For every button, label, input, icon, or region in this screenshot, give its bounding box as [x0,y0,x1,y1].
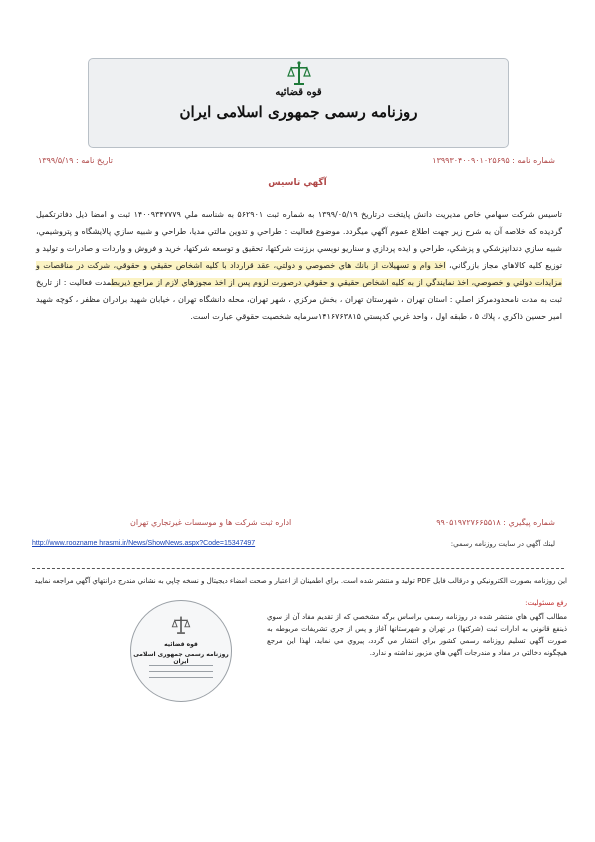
newspaper-header [88,58,509,148]
registration-office: اداره ثبت شركت ها و موسسات غيرتجاري تهران [130,518,292,527]
notice-url-link[interactable]: http://www.roozname hrasmi.ir/News/ShowNews.aspx?Code=15347497 [32,540,256,547]
seal-line [149,671,213,672]
disclaimer-text: اين روزنامه بصورت الكترونيكي و درقالب فايل PDF توليد و منتشر شده است. براي اطمينان از اعتبار و صحت امضاء ديجيتال و نسخه چاپي به نشاني مندرج درانتهاي آگهي مراجعه نماييد [34,577,567,585]
brand-small: قوه قضائیه [275,87,322,98]
notice-body [36,206,562,325]
responsibility-text: مطالب آگهي هاي منتشر شده در روزنامه رسمي براساس برگه مشخصي كه از تقديم مفاد آن از سوي ذينفع قانوني به ادارات ثبت (شركتها) در تهران و شهرستانها آغاز و پس از جري تشريفات مربوطه به صورت آگهي تسليم روزنامه رسمي كشور براي انتشار مي گردد، پيروي مي نمايد، لهذا اين مرجع هيچگونه دخالتي در مفاد و مندرجات آگهي هاي مزبور نداشته و ندارد. [267,613,567,657]
notice-body-highlight: اخذ وام و تسهيلات از بانك هاي خصوصي و دولتي، عقد قرارداد با كليه اشخاص حقيقي و حقوقي، شركت در مناقصات و مزايدات دولتي و خصوصي، اخذ نمايندگي از به كليه اشخاص حقيقي و حقوقي درصورت لزوم پس از اخذ مجوزهاي لازم از مراجع ذيربط [36,261,562,287]
scales-of-justice-icon [287,61,311,89]
official-seal-icon [130,600,232,702]
brand-main: روزنامه رسمی جمهوری اسلامی ایران [179,103,418,121]
tracking-number: شماره پيگيري : ۹۹۰۵۱۹۷۲۷۶۶۵۵۱۸ [436,518,555,527]
seal-line [149,677,213,678]
site-link-label: لينك آگهي در سايت روزنامه رسمي: [450,540,555,548]
seal-subtitle: روزنامه رسمی جمهوری اسلامی ایران [133,651,229,665]
seal-title: قوه قضائیه [164,641,198,648]
letter-number: شماره نامه : ۱۳۹۹۳۰۴۰۰۹۰۱۰۲۵۶۹۵ [432,156,555,165]
notice-body-part2: مدت فعاليت : از تاريخ ثبت به مدت نامحدودمركز اصلي : استان تهران ، شهرستان تهران ، بخش مركزي ، شهر تهران، محله دانشگاه تهران ، خيابان شهيد برادران مظفر ، كوچه شهيد امير حسين ذاكري ، پلاك ۵ ، طبقه اول ، واحد غربي كدپستي ۱۴۱۶۷۶۳۸۱۵سرمايه شخصيت حقوقي عبارت است. [36,278,562,321]
seal-line [149,665,213,666]
letter-date: تاریخ نامه : ۱۳۹۹/۵/۱۹ [38,156,113,165]
seal-emblem-icon [171,615,191,637]
notice-title: آگهي تاسيس [268,178,327,188]
notice-body-part1: تاسيس شركت سهامي خاص مديريت دانش پايتخت درتاريخ ۱۳۹۹/۰۵/۱۹ به شماره ثبت ۵۶۲۹۰۱ به شناسه ملي ۱۴۰۰۹۳۴۷۷۷۹ ثبت و امضا ذيل دفاترتكميل گرديده كه خلاصه آن به شرح زير جهت اطلاع عموم آگهي ميگردد. موضوع فعاليت : طراحي و تدوين مالتي مديا، طراحي و شبيه سازي پالايشگاه و پتروشيمي، شبيه سازي دندانپزشكي و پزشكي، طراحي و ايده پردازي و سناريو نويسي برزنت شركتها، تحقيق و توسعه شركتها، خريد و فروش و واردات و صادرات و توليد و توزيع كليه كالاهاي مجاز بازرگاني، [36,210,563,270]
responsibility-title: رفع مسئوليت: [525,599,567,607]
divider [32,568,564,569]
